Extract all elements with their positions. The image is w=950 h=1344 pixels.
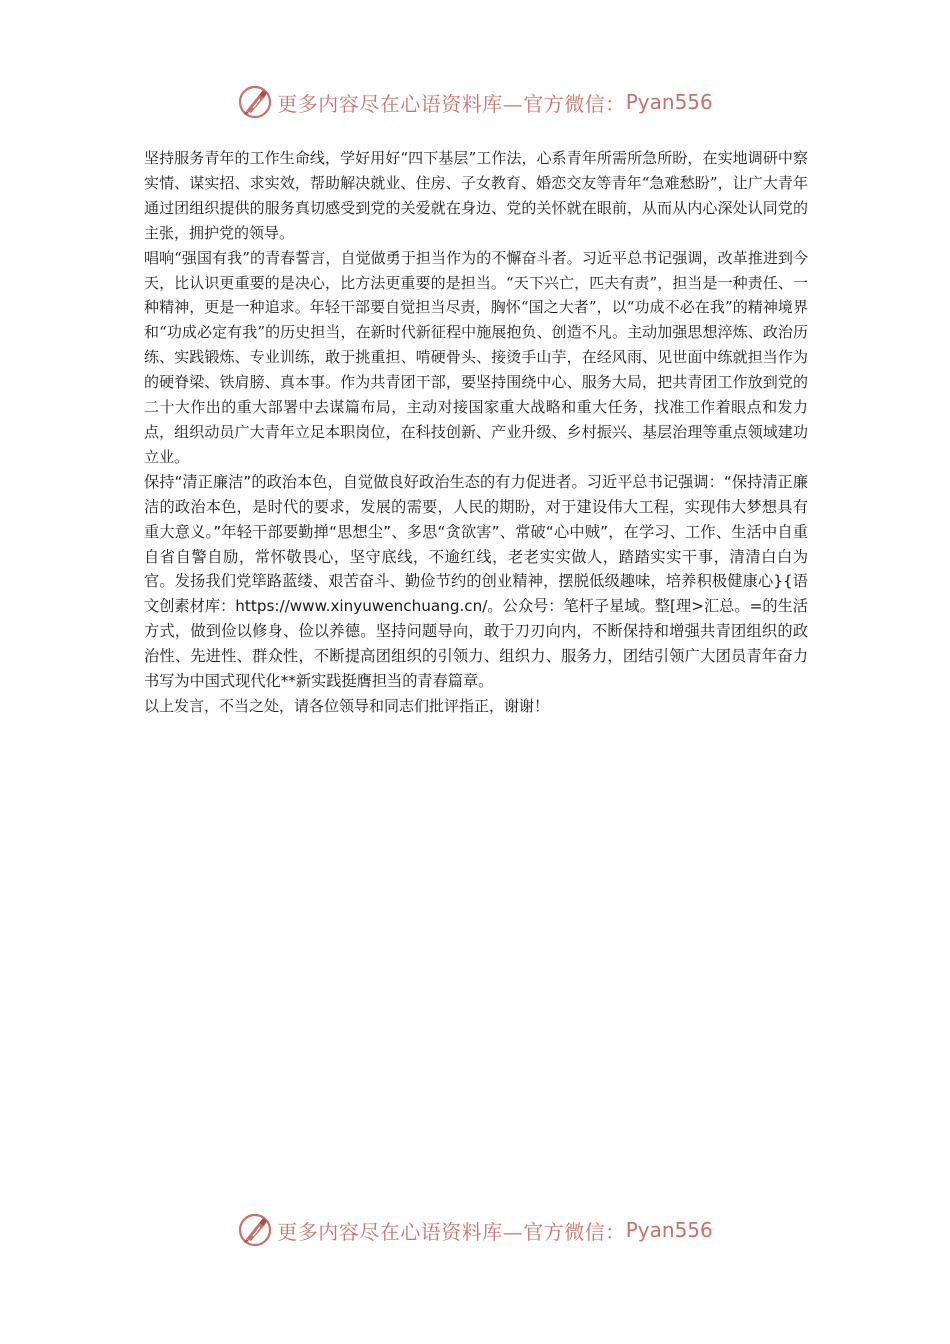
pen-nib-logo-icon: [237, 1212, 273, 1248]
banner-text: 更多内容尽在心语资料库—官方微信：: [277, 1219, 626, 1244]
banner-wechat-id: Pyan556: [625, 90, 713, 114]
banner-text: 更多内容尽在心语资料库—官方微信：: [277, 91, 626, 116]
paragraph-2: 唱响“强国有我”的青春誓言，自觉做勇于担当作为的不懈奋斗者。习近平总书记强调，改革推进到今天，比认识更重要的是决心，比方法更重要的是担当。“天下兴亡，匹夫有责”，担当是一种责任、一种精神，更是一种追求。年轻干部要自觉担当尽责，胸怀“国之大者”，以“功成不必在我”的精神境界和“功成必定有我”的历史担当，在新时代新征程中施展抱负、创造不凡。主动加强思想淬炼、政治历练、实践锻炼、专业训练，敢于挑重担、啃硬骨头、接烫手山芋，在经风雨、见世面中练就担当作为的硬脊梁、铁肩膀、真本事。作为共青团干部，要坚持围绕中心、服务大局，把共青团工作放到党的二十大作出的重大部署中去谋篇布局，主动对接国家重大战略和重大任务，找准工作着眼点和发力点，组织动员广大青年立足本职岗位，在科技创新、产业升级、乡村振兴、基层治理等重点领域建功立业。: [144, 248, 808, 466]
banner-wechat-id: Pyan556: [625, 1218, 713, 1242]
header-banner: [0, 80, 950, 124]
footer-banner: [0, 1208, 950, 1252]
paragraph-3: 保持“清正廉洁”的政治本色，自觉做良好政治生态的有力促进者。习近平总书记强调：“保持清正廉洁的政治本色，是时代的要求，发展的需要，人民的期盼，对于建设伟大工程，实现伟大梦想具有重大意义。”年轻干部要勤掸“思想尘”、多思“贪欲害”、常破“心中贼”，在学习、工作、生活中自重自省自警自励，常怀敬畏心，坚守底线，不逾红线，老老实实做人，踏踏实实干事，清清白白为官。发扬我们党筚路蓝缕、艰苦奋斗、勤俭节约的创业精神，摆脱低级趣味，培养积极健康心}{语文创素材库：https://www.xinyuwenchuang.cn/。公众号：笔杆子星域。整[理>汇总。=的生活方式，做到俭以修身、俭以养德。坚持问题导向，敢于刀刃向内，不断保持和增强共青团组织的政治性、先进性、群众性，不断提高团组织的引领力、组织力、服务力，团结引领广大团员青年奋力书写为中国式现代化**新实践挺膺担当的青春篇章。: [144, 472, 808, 691]
document-body: [144, 146, 808, 719]
closing-paragraph: 以上发言，不当之处，请各位领导和同志们批评指正，谢谢！: [144, 696, 550, 715]
pen-nib-logo-icon: [237, 84, 273, 120]
paragraph-1: 坚持服务青年的工作生命线，学好用好“四下基层”工作法，心系青年所需所急所盼，在实地调研中察实情、谋实招、求实效，帮助解决就业、住房、子女教育、婚恋交友等青年“急难愁盼”，让广大青年通过团组织提供的服务真切感受到党的关爱就在身边、党的关怀就在眼前，从而从内心深处认同党的主张，拥护党的领导。: [144, 149, 808, 242]
